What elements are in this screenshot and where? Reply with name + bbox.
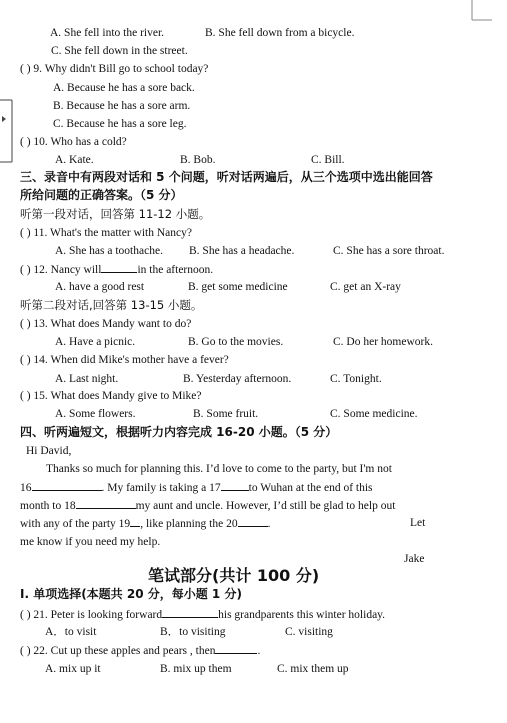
question-22-tail: . [257,645,261,657]
passage-text: with any of the party 19 [20,518,131,530]
answer-blank-12[interactable] [101,262,137,273]
question-12-tail: in the afternoon. [137,264,214,276]
text-line-l16: A. She has a toothache. [55,245,163,257]
answer-blank-22[interactable] [215,643,257,654]
text-line-l10: B. Bob. [180,154,216,166]
text-line-l32: ( ) 15. What does Mandy give to Mike? [20,390,202,402]
text-line-l47: Jake [404,553,425,565]
answer-blank-21[interactable] [162,607,218,618]
text-line-l25: A. Have a picnic. [55,336,136,348]
text-line-l31: C. Tonight. [330,373,382,385]
text-line-l21: B. get some medicine [188,281,288,293]
answer-blank-18[interactable] [76,498,136,509]
text-line-l34: B. Some fruit. [193,408,259,420]
text-line-l29: A. Last night. [55,373,119,385]
question-21 [20,607,385,622]
text-line-l24: ( ) 13. What does Mandy want to do? [20,318,192,330]
passage-text: month to 18 [20,500,76,512]
text-line-l07: C. Because he has a sore leg. [53,118,187,130]
text-line-l38: Thanks so much for planning this. I’d love to come to the party, but I'm not [46,463,392,475]
text-line-l20: A. have a good rest [55,281,145,293]
text-line-l11: C. Bill. [311,154,345,166]
text-line-l35: C. Some medicine. [330,408,418,420]
question-12-text: ( ) 12. Nancy will [20,264,102,276]
blank-number-16: 16 [20,482,32,494]
text-line-l02: B. She fell down from a bicycle. [205,27,355,39]
text-line-l37: Hi David, [26,445,72,457]
text-line-l12: 三、录音中有两段对话和 5 个问题，听对话两遍后，从三个选项中选出能回答 [20,170,433,184]
text-line-l22: C. get an X-ray [330,281,401,293]
text-line-l14: 听第一段对话，回答第 11-12 小题。 [20,207,211,221]
passage-text: to Wuhan at the end of this [248,482,373,494]
question-21-text: ( ) 21. Peter is looking forward [20,609,163,621]
text-line-l18: C. She has a sore throat. [333,245,445,257]
text-line-l51: A．to visit [45,626,97,638]
text-line-l57: C. mix them up [277,663,349,675]
text-line-l06: B. Because he has a sore arm. [53,100,191,112]
text-line-l48: 笔试部分(共计 100 分) [148,566,320,585]
answer-blank-20[interactable] [238,516,268,527]
text-line-l56: B. mix up them [160,663,232,675]
question-22 [20,643,260,658]
answer-blank-17[interactable] [221,480,249,491]
passage-line-16-17 [20,480,373,495]
passage-text: , like planning the 20 [140,518,238,530]
text-line-l45: Let [410,517,426,529]
text-line-l46: me know if you need my help. [20,536,161,548]
question-12 [20,262,213,277]
text-line-l04: ( ) 9. Why didn't Bill go to school today? [20,63,209,75]
question-22-text: ( ) 22. Cut up these apples and pears , then [20,645,216,657]
text-line-l27: C. Do her homework. [333,336,433,348]
text-line-l26: B. Go to the movies. [188,336,284,348]
passage-text: . My family is taking a 17 [101,482,221,494]
text-line-l55: A. mix up it [45,663,101,675]
text-line-l36: 四、听两遍短文，根据听力内容完成 16-20 小题。（5 分） [20,425,338,439]
text-line-l03: C. She fell down in the street. [51,45,188,57]
text-line-l15: ( ) 11. What's the matter with Nancy? [20,227,192,239]
text-line-l49: I. 单项选择(本题共 20 分，每小题 1 分) [20,587,242,601]
question-21-tail: his grandparents this winter holiday. [218,609,386,621]
text-line-l05: A. Because he has a sore back. [53,82,195,94]
answer-blank-16[interactable] [32,480,102,491]
passage-line-19-20 [20,516,270,531]
answer-blank-19[interactable] [130,516,140,527]
passage-line-18 [20,498,395,513]
text-line-l53: C. visiting [285,626,333,638]
passage-text: . [267,518,271,530]
text-line-l30: B. Yesterday afternoon. [183,373,292,385]
text-line-l08: ( ) 10. Who has a cold? [20,136,127,148]
text-line-l01: A. She fell into the river. [50,27,165,39]
page-corner-mark [470,0,494,24]
text-line-l52: B．to visiting [160,626,226,638]
binding-margin-mark [0,96,14,166]
text-line-l17: B. She has a headache. [189,245,295,257]
passage-text: my aunt and uncle. However, I’d still be glad to help out [135,500,396,512]
text-line-l13: 所给问题的正确答案。（5 分） [20,188,183,202]
text-line-l33: A. Some flowers. [55,408,136,420]
text-line-l23: 听第二段对话,回答第 13-15 小题。 [20,298,203,312]
text-line-l09: A. Kate. [55,154,94,166]
text-line-l28: ( ) 14. When did Mike's mother have a fever? [20,354,229,366]
